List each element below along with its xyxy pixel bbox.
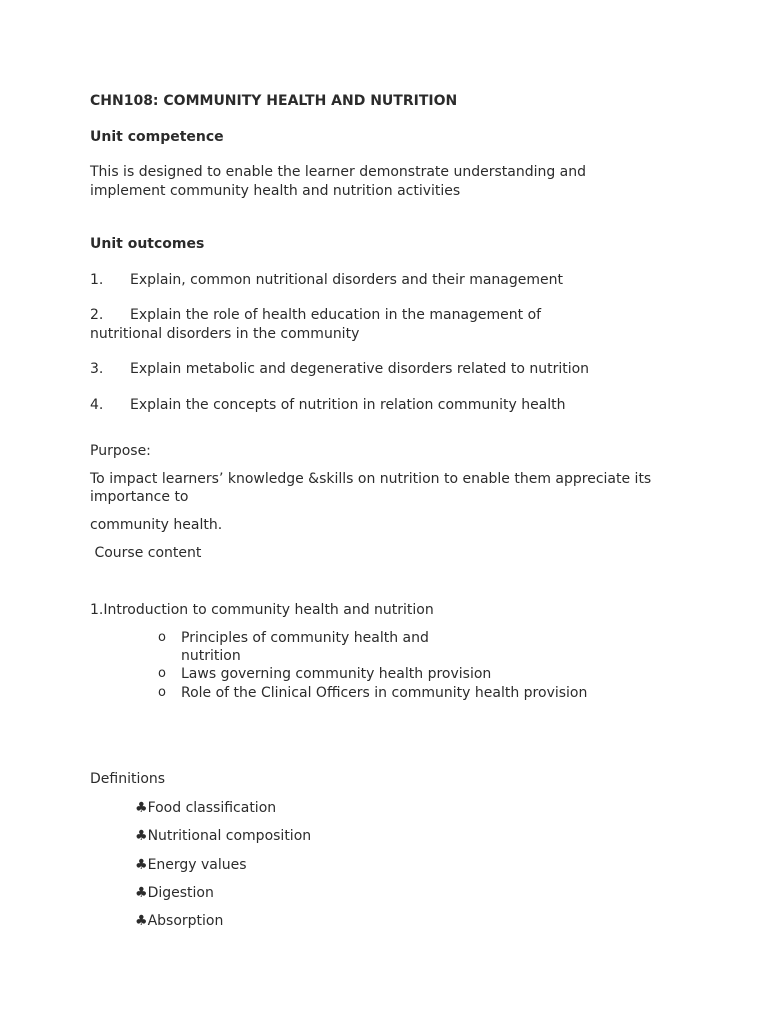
unit-competence-heading: Unit competence <box>90 129 224 145</box>
definition-item <box>135 856 247 874</box>
definition-item <box>135 912 223 930</box>
outcome-number: 3. <box>90 361 104 377</box>
course-content-heading: Course content <box>90 545 202 561</box>
outcome-text: Explain the concepts of nutrition in relation community health <box>130 397 566 413</box>
outcome-number: 2. <box>90 307 104 323</box>
definition-text: Energy values <box>147 857 247 873</box>
club-icon: ♣ <box>135 885 148 901</box>
bullet-marker: o <box>158 630 166 645</box>
purpose-text-line2: importance to <box>90 489 189 505</box>
bullet-marker: o <box>158 685 166 700</box>
definition-item <box>135 827 311 845</box>
club-icon: ♣ <box>135 800 148 816</box>
outcome-text: Explain the role of health education in the management of <box>130 307 542 323</box>
purpose-text-line1: To impact learners’ knowledge &skills on nutrition to enable them appreciate its <box>90 471 652 487</box>
club-icon: ♣ <box>135 828 148 844</box>
definition-text: Absorption <box>147 913 224 929</box>
outcome-text: Explain, common nutritional disorders and their management <box>130 272 563 288</box>
unit-competence-text-line2: implement community health and nutrition activities <box>90 183 461 199</box>
definition-text: Nutritional composition <box>147 828 312 844</box>
document-title: CHN108: COMMUNITY HEALTH AND NUTRITION <box>90 93 458 109</box>
definition-text: Food classification <box>147 800 277 816</box>
bullet-marker: o <box>158 666 166 681</box>
purpose-text-line3: community health. <box>90 517 223 533</box>
definitions-heading: Definitions <box>90 771 166 787</box>
bullet-text-continued: nutrition <box>181 648 241 664</box>
club-icon: ♣ <box>135 913 148 929</box>
definition-text: Digestion <box>147 885 214 901</box>
bullet-text: Principles of community health and <box>181 630 429 646</box>
outcome-text-continued: nutritional disorders in the community <box>90 326 360 342</box>
bullet-text: Laws governing community health provision <box>181 666 492 682</box>
definition-item <box>135 884 214 902</box>
definition-item <box>135 799 276 817</box>
unit-outcomes-heading: Unit outcomes <box>90 236 205 252</box>
outcome-number: 1. <box>90 272 104 288</box>
outcome-text: Explain metabolic and degenerative disorders related to nutrition <box>130 361 590 377</box>
purpose-label: Purpose: <box>90 443 151 459</box>
club-icon: ♣ <box>135 857 148 873</box>
outcome-number: 4. <box>90 397 104 413</box>
section-1-title: 1.Introduction to community health and nutrition <box>90 602 434 618</box>
unit-competence-text-line1: This is designed to enable the learner demonstrate understanding and <box>90 164 587 180</box>
bullet-text: Role of the Clinical Officers in community health provision <box>181 685 588 701</box>
